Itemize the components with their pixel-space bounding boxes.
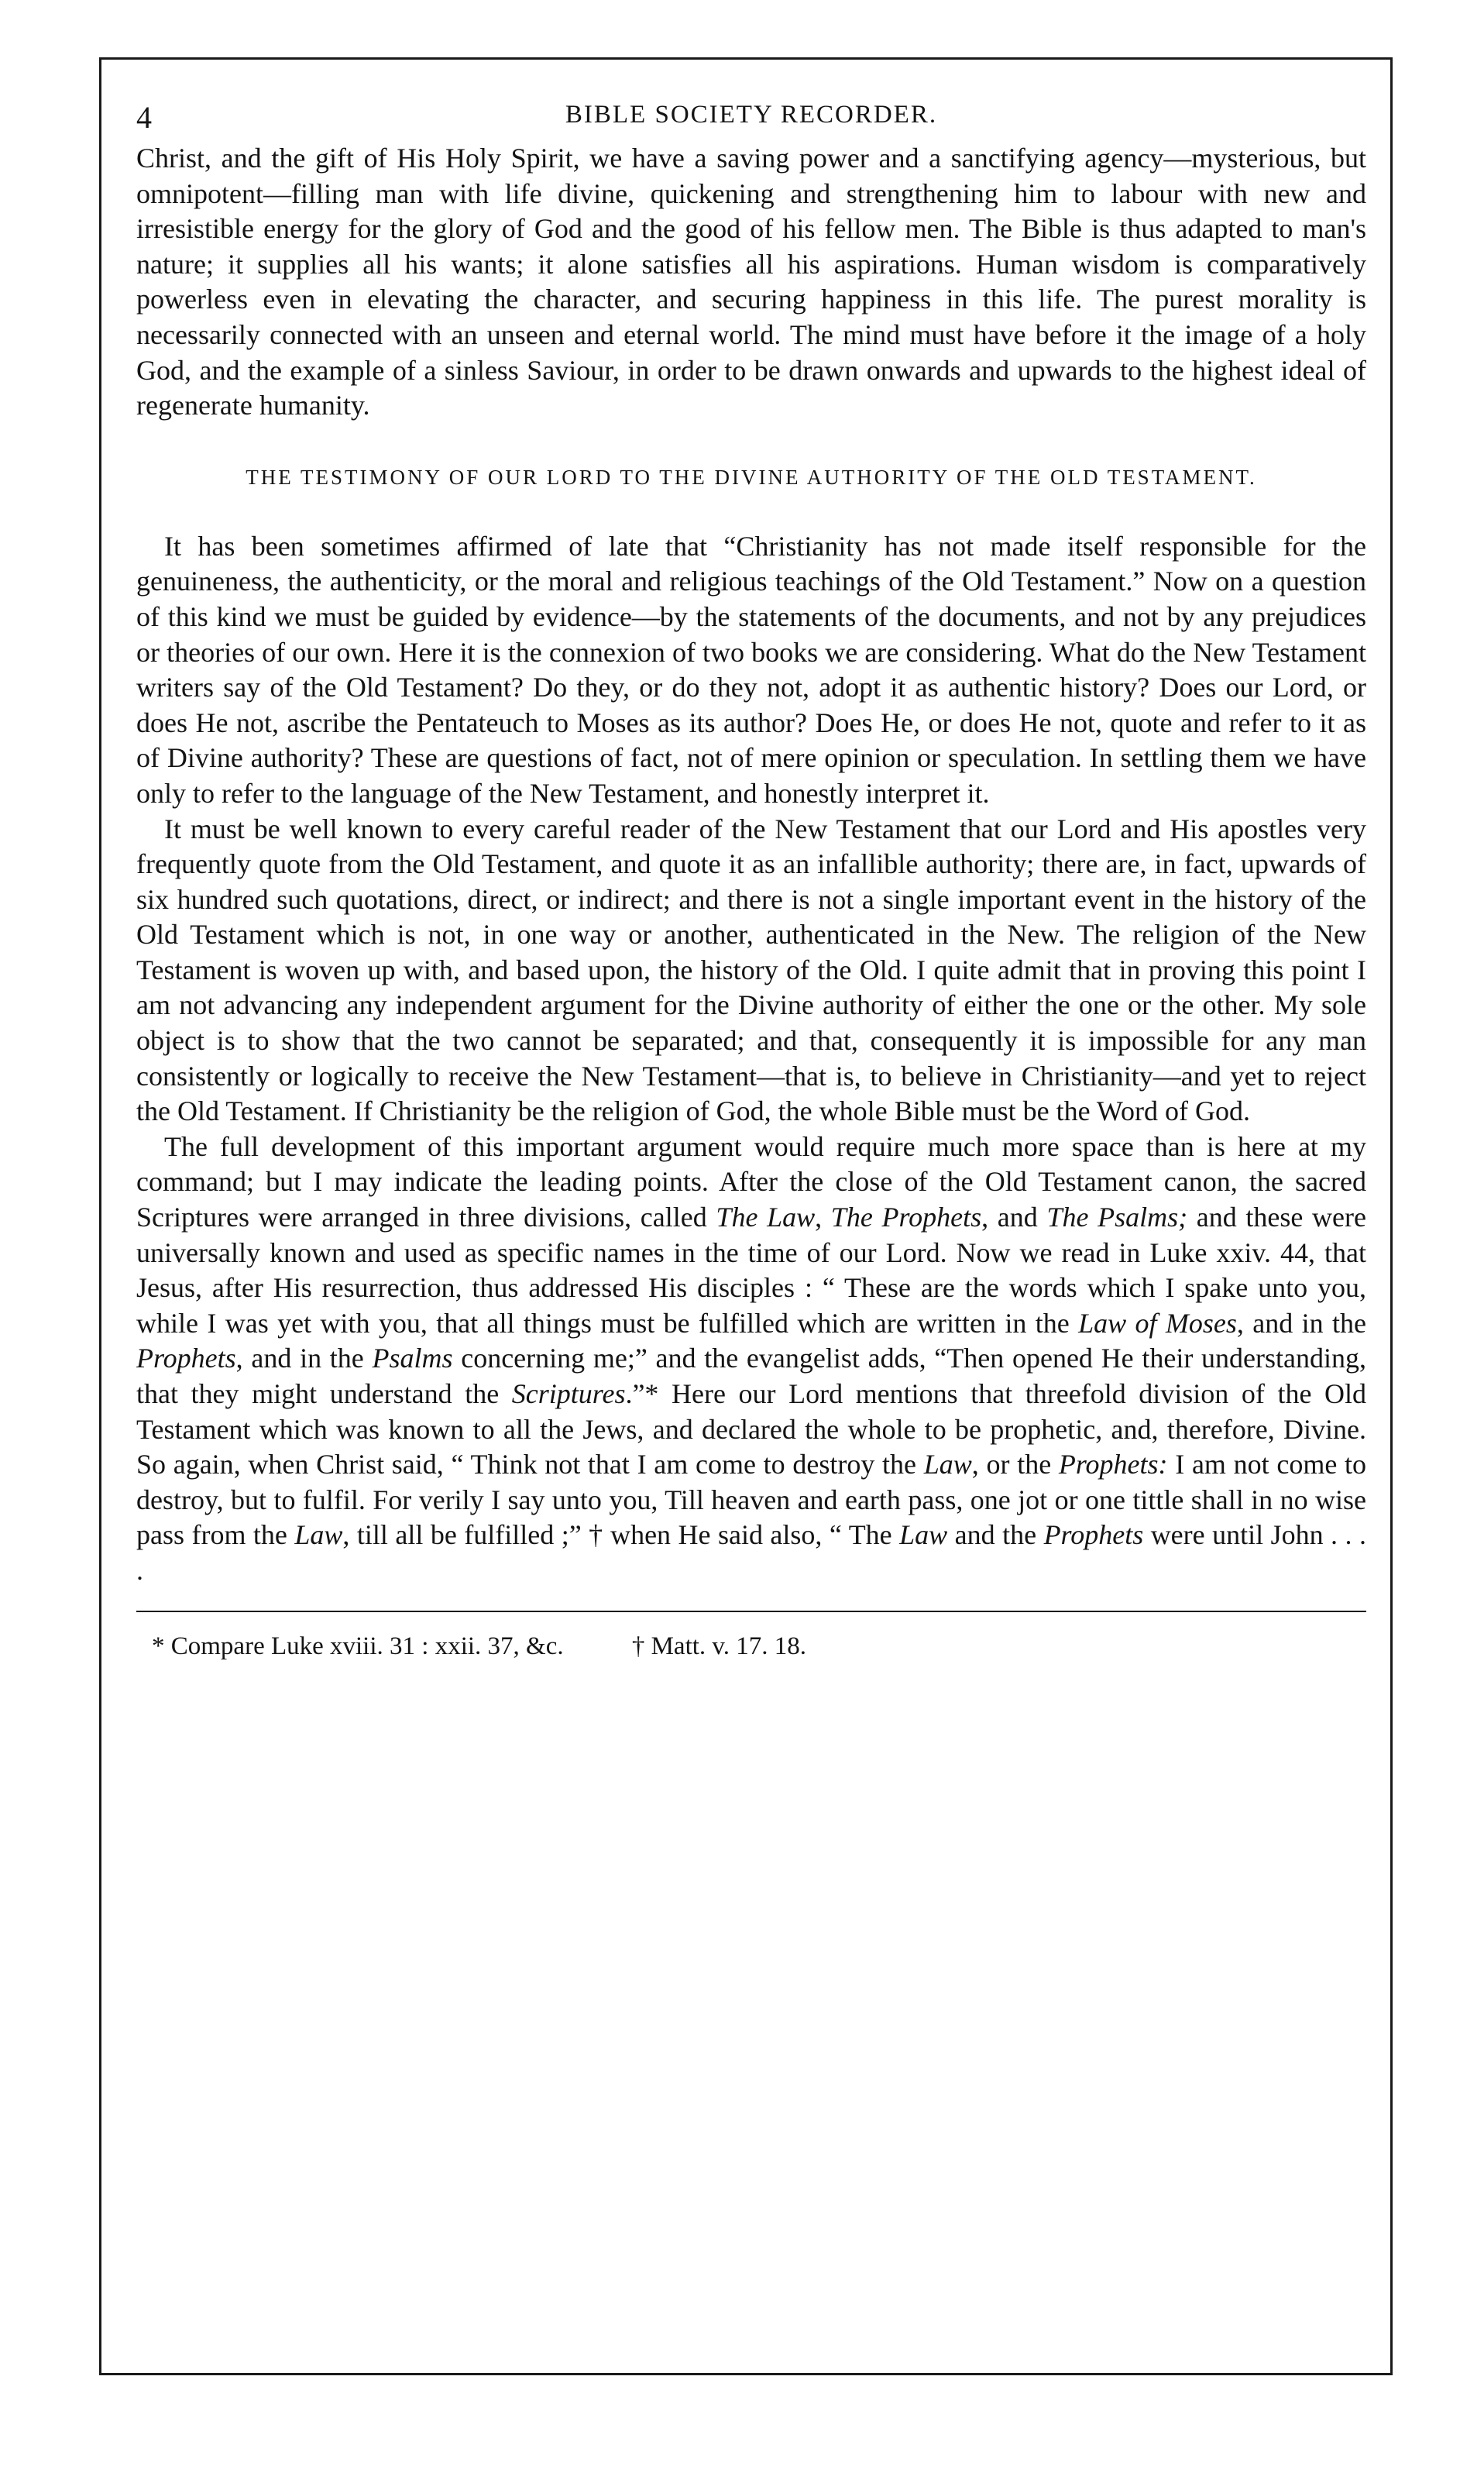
- text-run: , and: [981, 1202, 1047, 1233]
- text-run: ,: [815, 1202, 831, 1233]
- text-run: , and in the: [235, 1343, 373, 1374]
- italic-law: Law: [294, 1519, 343, 1551]
- italic-prophets: Prophets: [1043, 1519, 1144, 1551]
- italic-the-psalms: The Psalms;: [1046, 1202, 1188, 1233]
- text-run: .”* Here our Lord mentions that threefold division of the Old Testament which was known to all the Jews, and declared the whole to be prophetic, and, therefore, Divine. So again, when Christ said, “ Think not that I am come to destroy the: [136, 1378, 1367, 1480]
- paragraph-1: It has been sometimes affirmed of late that “Christianity has not made itself responsible for the genuineness, the authenticity, or the moral and religious teachings of the Old Testament.” Now on a question of this kind we must be guided by evidence—by the statements of the documents, and not by any prejudices or theories of our own. Here it is the connexion of two books we are considering. What do the New Testament writers say of the Old Testament? Do they, or do they not, adopt it as authentic history? Does our Lord, or does He not, ascribe the Pentateuch to Moses as its author? Does He, or does He not, quote and refer to it as of Divine authority? These are questions of fact, not of mere opinion or speculation. In settling them we have only to refer to the language of the New Testament, and honestly interpret it.: [136, 530, 1366, 809]
- text-run: and the: [947, 1519, 1044, 1551]
- italic-law: Law: [899, 1519, 948, 1551]
- text-run: , or the: [971, 1449, 1059, 1480]
- text-run: , till all be fulfilled ;” † when He said also, “ The: [342, 1519, 900, 1551]
- footnote-1: * Compare Luke xviii. 31 : xxii. 37, &c.: [152, 1632, 564, 1660]
- italic-the-prophets: The Prophets: [830, 1202, 982, 1233]
- page-number: 4: [136, 100, 153, 135]
- footnote-2: † Matt. v. 17. 18.: [631, 1632, 807, 1660]
- running-head: [136, 91, 1366, 141]
- intro-paragraph: Christ, and the gift of His Holy Spirit, we have a saving power and a sanctifying agency—mysterious, but omnipotent—filling man with life divine, quickening and strengthening him to labour with new and irresistible energy for the glory of God and the good of his fellow men. The Bible is thus adapted to man's nature; it supplies all his wants; it alone satisfies all his aspirations. Human wisdom is comparatively powerless even in elevating the character, and securing happiness in this life. The purest morality is necessarily connected with an unseen and eternal world. The mind must have before it the image of a holy God, and the example of a sinless Saviour, in order to be drawn onwards and upwards to the highest ideal of regenerate humanity.: [136, 143, 1366, 421]
- italic-the-law: The Law: [716, 1202, 816, 1233]
- text-run: I am not come to destroy, but to fulfil. For verily I say unto you, Till heaven and earth pass, one jot or one tittle shall in no wise pass from the: [136, 1449, 1367, 1551]
- footnote-rule: [136, 1611, 1366, 1612]
- italic-prophets: Prophets: [136, 1343, 236, 1374]
- italic-prophets: Prophets:: [1058, 1449, 1168, 1480]
- italic-law-of-moses: Law of Moses: [1078, 1307, 1237, 1339]
- text-run: and these were universally known and used as specific names in the time of our Lord. Now we read in Luke xxiv. 44, that Jesus, after His resurrection, thus addressed His disciples : “ These are the words which I spake unto you, while I was yet with you, that all things must be fulfilled which are written in the: [136, 1202, 1367, 1339]
- footnotes: [136, 1631, 1366, 1662]
- paragraph-3: [136, 1130, 1366, 1589]
- italic-psalms: Psalms: [372, 1343, 453, 1374]
- page-column: [136, 91, 1366, 1662]
- italic-law: Law: [923, 1449, 972, 1480]
- paragraph-2: It must be well known to every careful reader of the New Testament that our Lord and His apostles very frequently quote from the Old Testament, and quote it as an infallible authority; there are, in fact, upwards of six hundred such quotations, direct, or indirect; and there is not a single important event in the history of the Old Testament which is not, in one way or another, authenticated in the New. The religion of the New Testament is woven up with, and based upon, the history of the Old. I quite admit that in proving this point I am not advancing any independent argument for the Divine authority of either the one or the other. My sole object is to show that the two cannot be separated; and that, consequently it is impossible for any man consistently or logically to receive the New Testament—that is, to believe in Christianity—and yet to reject the Old Testament. If Christianity be the religion of God, the whole Bible must be the Word of God.: [136, 813, 1366, 1127]
- text-run: The full development of this important argument would require much more space than is here at my command; but I may indicate the leading points. After the close of the Old Testament canon, the sacred Scriptures were arranged in three divisions, called: [136, 1130, 1366, 1233]
- text-run: were until John . . . .: [136, 1519, 1366, 1586]
- text-run: concerning me;” and the evangelist adds, “Then opened He their understanding, that they might understand the: [136, 1343, 1366, 1409]
- italic-scriptures: Scriptures: [511, 1378, 626, 1409]
- running-title: BIBLE SOCIETY RECORDER.: [565, 101, 938, 129]
- text-run: , and in the: [1236, 1307, 1366, 1339]
- article-body: [136, 141, 1366, 1589]
- section-heading: THE TESTIMONY OF OUR LORD TO THE DIVINE AUTHORITY OF THE OLD TESTAMENT.: [246, 465, 1257, 489]
